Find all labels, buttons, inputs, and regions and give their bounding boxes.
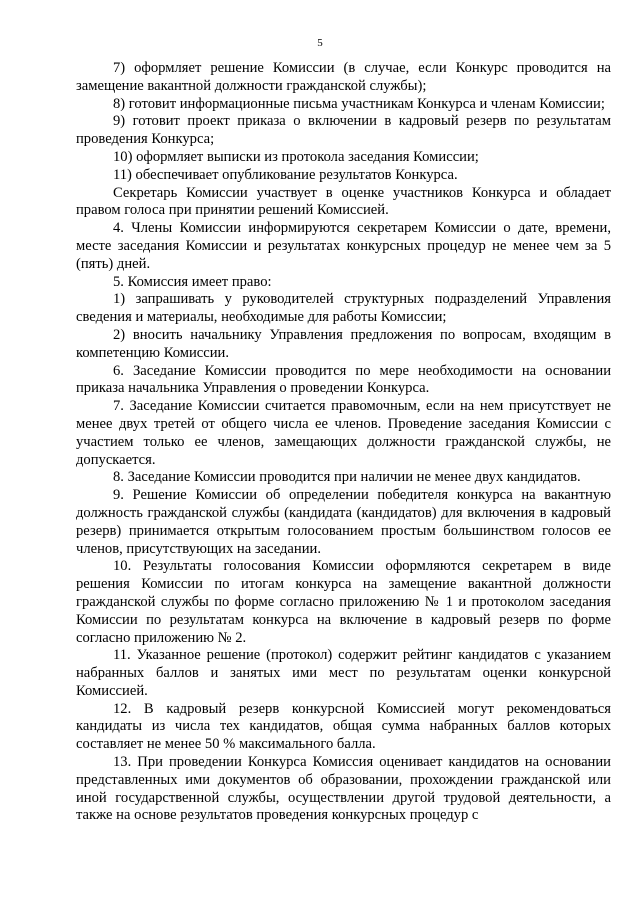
paragraph: 11) обеспечивает опубликование результатов Конкурса. [113,166,458,183]
paragraph: 9. Решение Комиссии об определении победителя конкурса на вакантную должность гражданской службы (кандидата (кандидатов) для включения в кадровый резерв) принимается открытым голосованием простым большинством голосов ее членов, присутствующих на заседании. [76,487,611,557]
paragraph: 8. Заседание Комиссии проводится при наличии не менее двух кандидатов. [113,469,581,486]
paragraph: 10) оформляет выписки из протокола заседания Комиссии; [113,148,479,165]
paragraph: 13. При проведении Конкурса Комиссия оценивает кандидатов на основании представленных ими документов об образовании, прохождении гражданской или иной государственной службы, осуществлении другой трудовой деятельности, а также на основе результатов проведения конкурсных процедур с [76,754,611,824]
paragraph: 6. Заседание Комиссии проводится по мере необходимости на основании приказа начальника Управления о проведении Конкурса. [76,362,611,397]
paragraph: 5. Комиссия имеет право: [113,273,272,290]
paragraph: 8) готовит информационные письма участникам Конкурса и членам Комиссии; [113,95,605,112]
document-body [76,60,611,825]
paragraph: 12. В кадровый резерв конкурсной Комиссией могут рекомендоваться кандидаты из числа тех кандидатов, общая сумма набранных баллов которых составляет не менее 50 % максимального балла. [76,700,611,753]
paragraph: 10. Результаты голосования Комиссии оформляются секретарем в виде решения Комиссии по итогам конкурса на замещение вакантной должности гражданской службы по форме согласно приложению № 1 и протоколом заседания Комиссии по результатам конкурса на включение в кадровый резерв по форме согласно приложению № 2. [76,558,611,646]
paragraph: 4. Члены Комиссии информируются секретарем Комиссии о дате, времени, месте заседания Комиссии и результатах конкурсных процедур не менее чем за 5 (пять) дней. [76,220,611,272]
paragraph: 7) оформляет решение Комиссии (в случае, если Конкурс проводится на замещение вакантной должности гражданской службы); [76,60,611,94]
paragraph: 2) вносить начальнику Управления предложения по вопросам, входящим в компетенцию Комиссии. [76,326,611,361]
paragraph: 7. Заседание Комиссии считается правомочным, если на нем присутствует не менее двух третей от общего числа ее членов. Проведение заседания Комиссии с участием только ее членов, замещающих должности гражданской службы, не допускается. [76,398,611,468]
paragraph: 1) запрашивать у руководителей структурных подразделений Управления сведения и материалы, необходимые для работы Комиссии; [76,291,611,326]
paragraph: 11. Указанное решение (протокол) содержит рейтинг кандидатов с указанием набранных баллов и занятых ими мест по результатам оценки конкурсной Комиссией. [76,647,611,699]
page-number: 5 [317,37,323,49]
paragraph: 9) готовит проект приказа о включении в кадровый резерв по результатам проведения Конкурса; [76,113,611,148]
paragraph: Секретарь Комиссии участвует в оценке участников Конкурса и обладает правом голоса при принятии решений Комиссией. [76,184,611,219]
